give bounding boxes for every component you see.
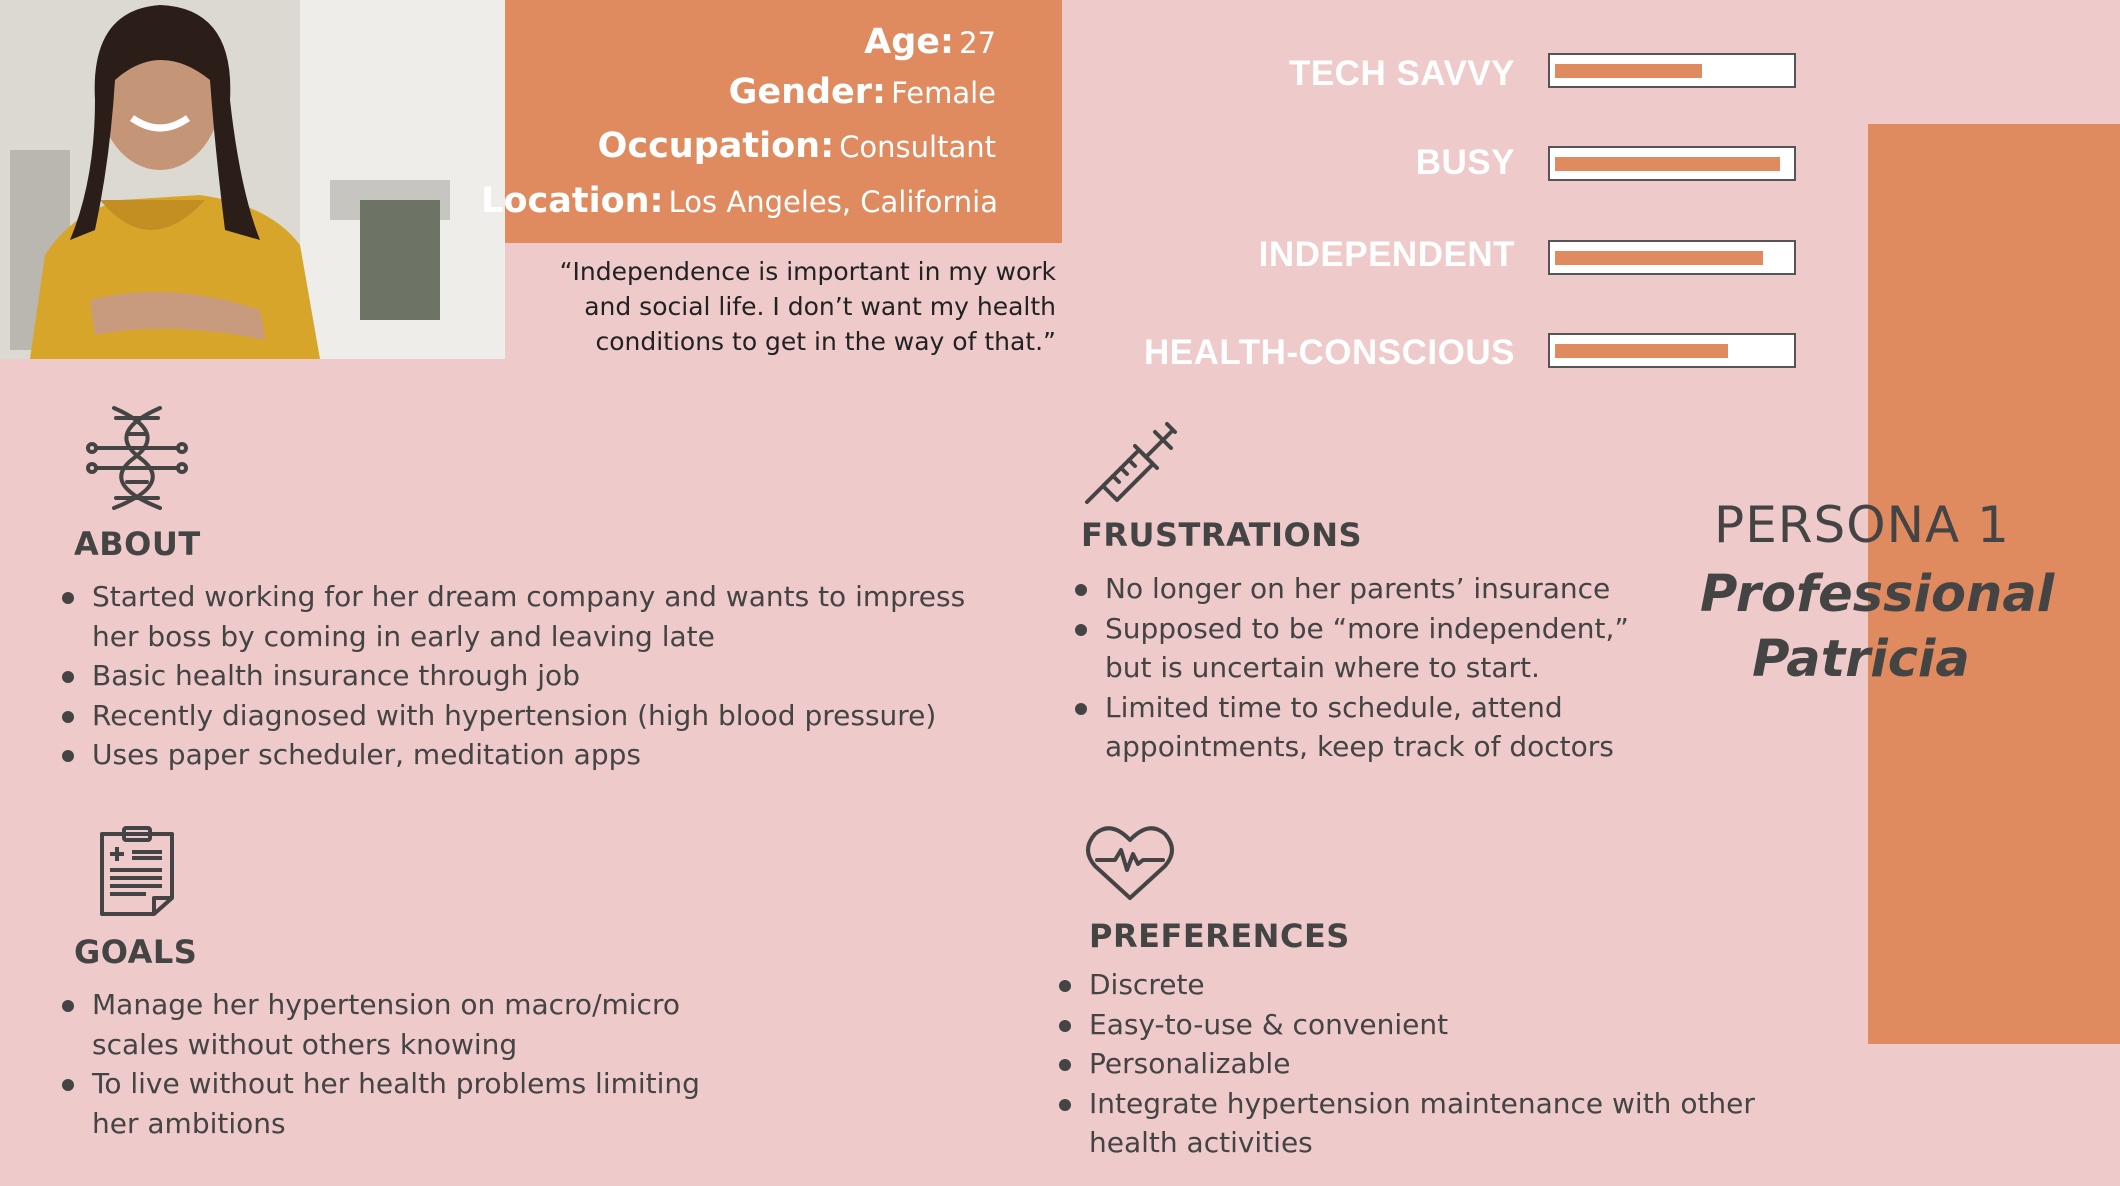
preferences-list bbox=[1059, 965, 1859, 1163]
location-value: Los Angeles, California bbox=[668, 185, 998, 219]
location-label: Location: bbox=[481, 181, 664, 221]
persona-name bbox=[1700, 562, 2055, 692]
list-item: Personalizable bbox=[1059, 1044, 1859, 1084]
goals-list bbox=[62, 985, 762, 1143]
trait-label-independent: INDEPENDENT bbox=[1258, 235, 1515, 274]
preferences-title: PREFERENCES bbox=[1089, 917, 1350, 955]
frustrations-list bbox=[1075, 569, 1635, 767]
gender-value: Female bbox=[891, 76, 996, 110]
list-item: Discrete bbox=[1059, 965, 1859, 1005]
age-label: Age: bbox=[864, 22, 954, 62]
age-line bbox=[864, 22, 996, 62]
dna-icon bbox=[84, 404, 190, 512]
location-line bbox=[481, 181, 998, 221]
trait-bar-tech-savvy bbox=[1548, 53, 1796, 88]
trait-label-tech-savvy: TECH SAVVY bbox=[1288, 54, 1515, 93]
gender-line bbox=[729, 72, 996, 112]
trait-fill bbox=[1555, 251, 1763, 265]
list-item: To live without her health problems limiting her ambitions bbox=[62, 1064, 752, 1143]
trait-bar-busy bbox=[1548, 146, 1796, 181]
persona-number: PERSONA 1 bbox=[1714, 496, 2010, 554]
occupation-line bbox=[598, 126, 996, 166]
list-item: Supposed to be “more independent,” but is uncertain where to start. bbox=[1075, 609, 1635, 688]
persona-photo bbox=[0, 0, 505, 359]
occupation-label: Occupation: bbox=[597, 126, 835, 166]
list-item: Limited time to schedule, attend appointments, keep track of doctors bbox=[1075, 688, 1635, 767]
list-item: Integrate hypertension maintenance with other health activities bbox=[1059, 1084, 1849, 1163]
trait-bar-health-conscious bbox=[1548, 333, 1796, 368]
list-item: Started working for her dream company and wants to impress her boss by coming in early and leaving late bbox=[62, 577, 1012, 656]
trait-label-busy: BUSY bbox=[1415, 143, 1515, 182]
age-value: 27 bbox=[959, 26, 996, 60]
gender-label: Gender: bbox=[728, 72, 887, 112]
trait-bar-independent bbox=[1548, 240, 1796, 275]
trait-fill bbox=[1555, 64, 1702, 78]
clipboard-icon bbox=[98, 826, 176, 918]
trait-fill bbox=[1555, 157, 1780, 171]
list-item: Easy-to-use & convenient bbox=[1059, 1005, 1859, 1045]
list-item: Basic health insurance through job bbox=[62, 656, 1012, 696]
trait-label-health-conscious: HEALTH-CONSCIOUS bbox=[1144, 333, 1515, 372]
persona-quote: “Independence is important in my work and social life. I don’t want my health conditions to get in the way of that.” bbox=[559, 257, 1056, 356]
syringe-icon bbox=[1083, 412, 1179, 506]
goals-title: GOALS bbox=[74, 933, 198, 971]
about-title: ABOUT bbox=[74, 525, 201, 563]
about-list bbox=[62, 577, 1012, 775]
list-item: Uses paper scheduler, meditation apps bbox=[62, 735, 1012, 775]
profile-info-box bbox=[481, 0, 1062, 243]
persona-name-line1: Professional bbox=[1700, 565, 2055, 624]
frustrations-title: FRUSTRATIONS bbox=[1081, 516, 1363, 554]
list-item: Manage her hypertension on macro/micro scales without others knowing bbox=[62, 985, 712, 1064]
trait-fill bbox=[1555, 344, 1728, 358]
persona-name-line2: Patricia bbox=[1752, 630, 1970, 689]
heart-pulse-icon bbox=[1085, 824, 1175, 902]
list-item: No longer on her parents’ insurance bbox=[1075, 569, 1635, 609]
occupation-value: Consultant bbox=[839, 130, 996, 164]
list-item: Recently diagnosed with hypertension (high blood pressure) bbox=[62, 696, 1012, 736]
